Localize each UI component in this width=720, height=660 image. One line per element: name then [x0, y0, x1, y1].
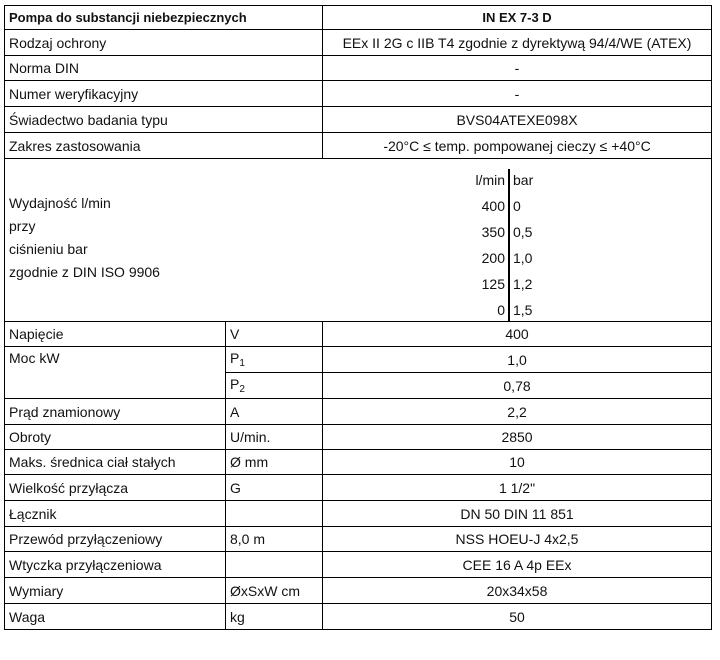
flow-label-line: zgodnie z DIN ISO 9906: [9, 264, 160, 280]
lmin-value: 200: [474, 247, 510, 273]
row-label: Numer weryfikacyjny: [5, 81, 323, 107]
table-title: Pompa do substancji niebezpiecznych: [5, 6, 323, 30]
table-row: [5, 501, 712, 527]
row-value: 1,0: [323, 347, 712, 373]
row-value: EEx II 2G c IIB T4 zgodnie z dyrektywą 94/4/WE (ATEX): [323, 30, 712, 56]
model-name: IN EX 7-3 D: [323, 6, 712, 30]
row-label: Łącznik: [5, 501, 226, 527]
flow-label: [9, 192, 160, 284]
row-unit: [226, 552, 323, 578]
table-row: [5, 133, 712, 159]
unit-subscript: 1: [239, 358, 245, 369]
row-value: -: [323, 81, 712, 107]
flow-label-line: przy: [9, 218, 36, 234]
row-value: NSS HOEU-J 4x2,5: [323, 527, 712, 552]
table-row: [5, 527, 712, 552]
row-label: Maks. średnica ciał stałych: [5, 450, 226, 475]
row-unit: ØxSxW cm: [226, 578, 323, 604]
spec-table: [4, 5, 712, 630]
row-label: Wtyczka przyłączeniowa: [5, 552, 226, 578]
table-row: [5, 107, 712, 133]
row-label: Waga: [5, 604, 226, 630]
row-label: Wielkość przyłącza: [5, 475, 226, 501]
table-row: [5, 56, 712, 81]
row-value: CEE 16 A 4p EEx: [323, 552, 712, 578]
bar-value: 1,2: [513, 276, 533, 292]
table-row: [5, 450, 712, 475]
table-row: [5, 347, 712, 373]
row-unit: V: [226, 322, 323, 347]
row-value: 20x34x58: [323, 578, 712, 604]
lmin-value: 350: [474, 221, 510, 247]
table-row: [5, 552, 712, 578]
row-unit: A: [226, 399, 323, 425]
row-value: 0,78: [323, 373, 712, 399]
bar-header: bar: [513, 172, 534, 188]
bar-value: 0,5: [513, 224, 533, 240]
row-unit: 8,0 m: [226, 527, 323, 552]
table-row: [5, 425, 712, 450]
row-value: -20°C ≤ temp. pompowanej cieczy ≤ +40°C: [323, 133, 712, 159]
row-value: 50: [323, 604, 712, 630]
bar-value: 1,5: [513, 302, 533, 318]
table-row: [5, 30, 712, 56]
unit-symbol: P: [230, 350, 240, 366]
row-value: 400: [323, 322, 712, 347]
lmin-value: 0: [474, 299, 510, 322]
row-unit: [226, 373, 323, 399]
bar-value: 0: [513, 198, 521, 214]
row-unit: U/min.: [226, 425, 323, 450]
row-unit: Ø mm: [226, 450, 323, 475]
row-label: Prąd znamionowy: [5, 399, 226, 425]
flow-values: [474, 169, 540, 322]
flow-row: [5, 159, 712, 322]
unit-symbol: P: [230, 376, 240, 392]
row-label: Moc kW: [5, 347, 226, 399]
table-row: [5, 322, 712, 347]
table-row: [5, 81, 712, 107]
lmin-value: 125: [474, 273, 510, 299]
row-label: Przewód przyłączeniowy: [5, 527, 226, 552]
row-unit: G: [226, 475, 323, 501]
row-label: Rodzaj ochrony: [5, 30, 323, 56]
row-label: Obroty: [5, 425, 226, 450]
row-value: BVS04ATEXE098X: [323, 107, 712, 133]
table-row: [5, 604, 712, 630]
row-label: Wymiary: [5, 578, 226, 604]
row-unit: [226, 501, 323, 527]
row-label: Norma DIN: [5, 56, 323, 81]
table-row: [5, 399, 712, 425]
bar-value: 1,0: [513, 250, 533, 266]
lmin-value: 400: [474, 195, 510, 221]
header-row: [5, 6, 712, 30]
row-unit: [226, 347, 323, 373]
row-value: -: [323, 56, 712, 81]
row-label: Zakres zastosowania: [5, 133, 323, 159]
flow-label-line: Wydajność l/min: [9, 195, 111, 211]
lmin-header: l/min: [474, 169, 510, 195]
row-label: Świadectwo badania typu: [5, 107, 323, 133]
row-value: 2850: [323, 425, 712, 450]
flow-label-line: ciśnieniu bar: [9, 241, 88, 257]
row-value: 10: [323, 450, 712, 475]
row-unit: kg: [226, 604, 323, 630]
row-value: 1 1/2": [323, 475, 712, 501]
unit-subscript: 2: [239, 384, 245, 395]
table-row: [5, 475, 712, 501]
row-value: DN 50 DIN 11 851: [323, 501, 712, 527]
table-row: [5, 578, 712, 604]
row-label: Napięcie: [5, 322, 226, 347]
row-value: 2,2: [323, 399, 712, 425]
